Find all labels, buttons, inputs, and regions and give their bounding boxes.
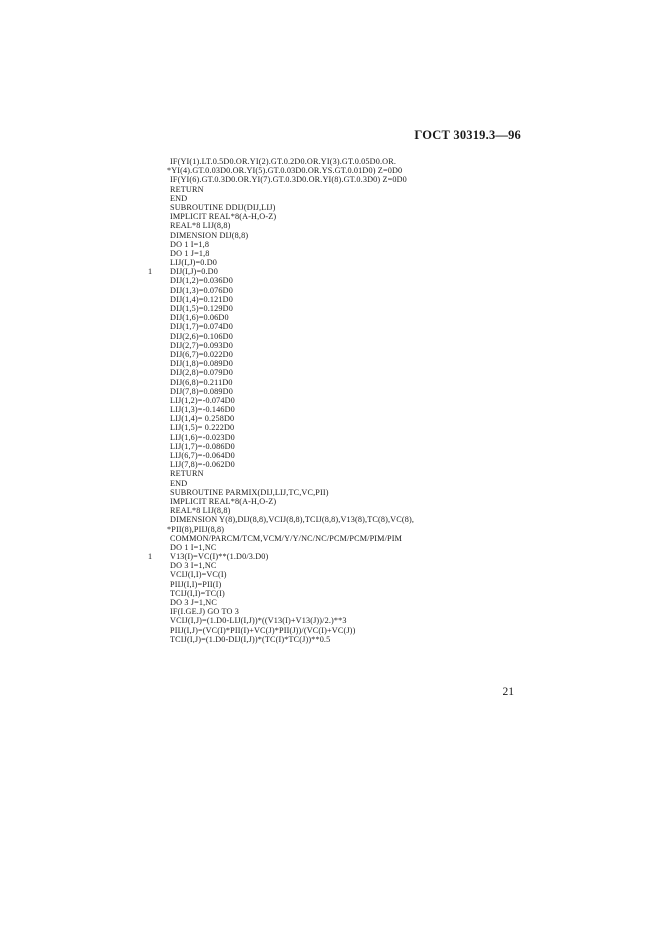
code-statement: DIJ(1,7)=0.074D0 (170, 322, 233, 332)
code-statement: COMMON/PARCM/TCM,VCM/Y/Y/NC/NC/PCM/PCM/PIM/PIM (170, 533, 403, 543)
page-number: 21 (502, 686, 514, 698)
code-line (148, 267, 548, 276)
code-statement: DIJ(1,6)=0.06D0 (170, 313, 229, 323)
code-statement: DIJ(1,5)=0.129D0 (170, 304, 233, 313)
code-statement: TCIJ(I,J)=(1.D0-DIJ(I,J))*(TC(I)*TC(J))**0.5 (170, 634, 331, 644)
code-statement: IMPLICIT REAL*8(A-H,O-Z) (170, 496, 277, 506)
code-line (148, 497, 548, 506)
code-line (148, 525, 548, 534)
code-line (148, 221, 548, 230)
code-line (148, 322, 548, 331)
statement-label: 1 (148, 552, 153, 562)
code-line (148, 433, 548, 442)
code-statement: VCIJ(I,I)=VC(I) (170, 570, 227, 580)
code-line (148, 405, 548, 414)
code-statement: *YI(4).GT.0.03D0.OR.YI(5).GT.0.03D0.OR.YS.GT.0.01D0) Z=0D0 (167, 166, 403, 176)
code-line (148, 460, 548, 469)
code-line (148, 249, 548, 258)
code-statement: IMPLICIT REAL*8(A-H,O-Z) (170, 212, 277, 222)
code-statement: DIMENSION Y(8),DIJ(8,8),VCIJ(8,8),TCIJ(8,8),V13(8),TC(8),VC(8), (170, 515, 415, 525)
code-statement: DO 3 J=1,NC (170, 598, 217, 607)
code-line (148, 479, 548, 488)
code-statement: DIMENSION DIJ(8,8) (170, 230, 249, 240)
code-line (148, 286, 548, 295)
code-statement: LIJ(6,7)=-0.064D0 (170, 451, 235, 460)
code-line (148, 488, 548, 497)
code-line (148, 387, 548, 396)
code-line (148, 231, 548, 240)
code-statement: LIJ(1,6)=-0.023D0 (170, 432, 235, 442)
code-statement: LIJ(I,J)=0.D0 (170, 258, 218, 268)
code-listing (148, 157, 548, 644)
code-statement: DIJ(1,3)=0.076D0 (170, 285, 233, 295)
code-statement: END (170, 193, 188, 203)
code-statement: DIJ(I,J)=0.D0 (170, 267, 218, 277)
code-statement: VCIJ(I,J)=(1.D0-LIJ(I,J))*((V13(I)+V13(J))/2.)**3 (170, 616, 347, 626)
code-statement: PIIJ(I,J)=(VC(I)*PII(I)+VC(J)*PII(J))/(VC(I)+VC(J)) (170, 625, 356, 635)
code-line (148, 276, 548, 285)
code-line (148, 506, 548, 515)
code-statement: LIJ(7,8)=-0.062D0 (170, 460, 235, 470)
document-header: ГОСТ 30319.3—96 (414, 128, 521, 142)
code-statement: IF(YI(1).LT.0.5D0.OR.YI(2).GT.0.2D0.OR.YI(3).GT.0.05D0.OR. (170, 157, 397, 166)
code-statement: LIJ(1,7)=-0.086D0 (170, 441, 235, 451)
code-line (148, 157, 548, 166)
code-line (148, 185, 548, 194)
code-statement: DIJ(1,4)=0.121D0 (170, 294, 233, 304)
code-line (148, 240, 548, 249)
code-line (148, 378, 548, 387)
code-line (148, 552, 548, 561)
code-statement: DIJ(6,7)=0.022D0 (170, 349, 233, 359)
code-line (148, 203, 548, 212)
code-statement: SUBROUTINE DDIJ(DIJ,LIJ) (170, 202, 276, 212)
code-line (148, 175, 548, 184)
code-statement: IF(I.GE.J) GO TO 3 (170, 607, 240, 617)
code-statement: IF(YI(6).GT.0.3D0.OR.YI(7).GT.0.3D0.OR.YI(8).GT.0.3D0) Z=0D0 (170, 175, 407, 185)
code-statement: DO 1 J=1,8 (170, 248, 210, 258)
code-statement: RETURN (170, 469, 204, 479)
code-line (148, 635, 548, 644)
code-line (148, 515, 548, 524)
code-line (148, 570, 548, 579)
code-statement: LIJ(1,4)= 0.258D0 (170, 414, 235, 424)
code-line (148, 414, 548, 423)
code-statement: SUBROUTINE PARMIX(DIJ,LIJ,TC,VC,PII) (170, 487, 329, 497)
code-line (148, 561, 548, 570)
code-line (148, 304, 548, 313)
code-statement: DIJ(1,2)=0.036D0 (170, 276, 233, 286)
code-line (148, 534, 548, 543)
code-line (148, 451, 548, 460)
code-line (148, 350, 548, 359)
code-line (148, 598, 548, 607)
code-line (148, 626, 548, 635)
code-line (148, 332, 548, 341)
code-statement: V13(I)=VC(I)**(1.D0/3.D0) (170, 552, 269, 562)
code-line (148, 166, 548, 175)
code-line (148, 589, 548, 598)
code-statement: LIJ(1,2)=-0.074D0 (170, 395, 235, 405)
code-line (148, 543, 548, 552)
code-line (148, 341, 548, 350)
code-line (148, 442, 548, 451)
code-statement: DO 1 I=1,NC (170, 542, 217, 552)
code-statement: REAL*8 LIJ(8,8) (170, 221, 231, 231)
code-statement: END (170, 478, 188, 488)
code-statement: DIJ(2,7)=0.093D0 (170, 340, 233, 350)
code-statement: DIJ(2,8)=0.079D0 (170, 368, 233, 378)
code-line (148, 616, 548, 625)
code-line (148, 607, 548, 616)
code-line (148, 212, 548, 221)
code-line (148, 423, 548, 432)
code-statement: DIJ(7,8)=0.089D0 (170, 386, 233, 396)
code-line (148, 295, 548, 304)
code-statement: LIJ(1,3)=-0.146D0 (170, 405, 235, 415)
code-line (148, 359, 548, 368)
code-statement: DIJ(2,6)=0.106D0 (170, 331, 233, 341)
code-statement: TCIJ(I,I)=TC(I) (170, 588, 225, 598)
statement-label: 1 (148, 267, 153, 277)
code-statement: DO 3 I=1,NC (170, 561, 217, 571)
code-statement: PIIJ(I,I)=PII(I) (170, 579, 222, 589)
code-line (148, 258, 548, 267)
code-statement: DIJ(1,8)=0.089D0 (170, 359, 233, 369)
code-statement: REAL*8 LIJ(8,8) (170, 506, 231, 516)
code-line (148, 313, 548, 322)
code-line (148, 368, 548, 377)
code-statement: DIJ(6,8)=0.211D0 (170, 377, 233, 387)
code-line (148, 469, 548, 478)
code-line (148, 194, 548, 203)
code-line (148, 580, 548, 589)
code-statement: RETURN (170, 184, 204, 194)
code-statement: LIJ(1,5)= 0.222D0 (170, 423, 235, 433)
code-statement: DO 1 I=1,8 (170, 239, 210, 249)
code-statement: *PII(8),PIIJ(8,8) (167, 524, 225, 534)
code-line (148, 396, 548, 405)
